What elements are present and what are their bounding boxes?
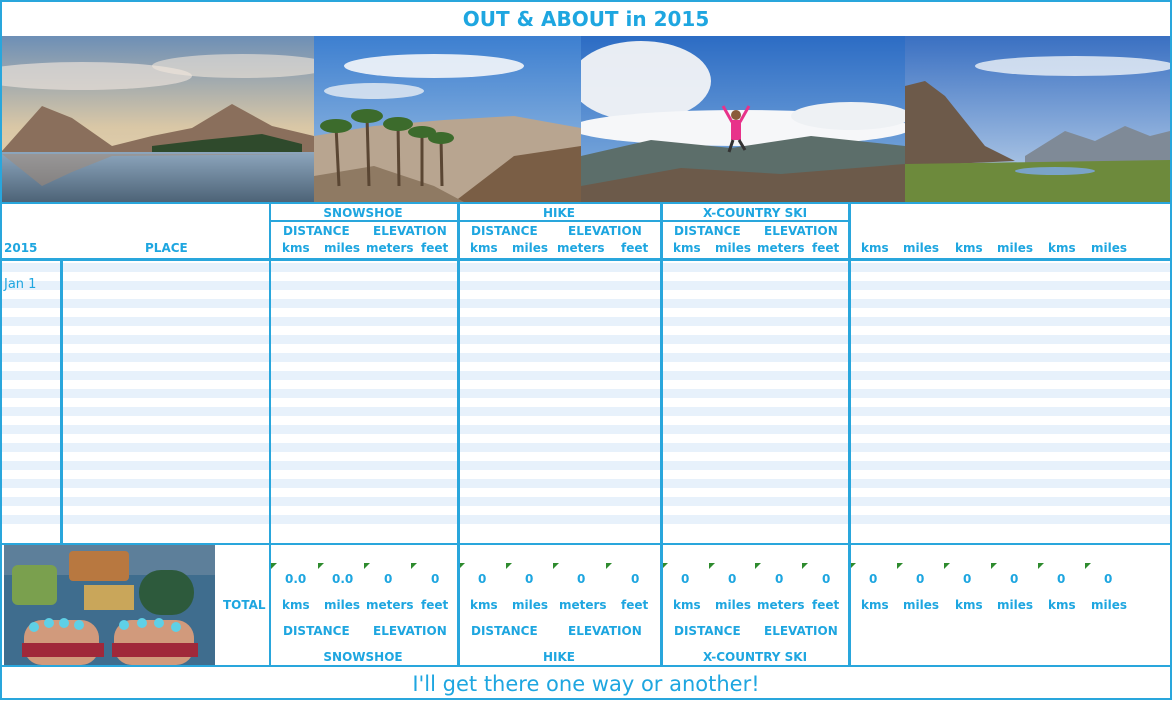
ski-total-feet-label: feet <box>812 598 840 612</box>
snowshoe-total-distance-label: DISTANCE <box>283 624 350 638</box>
row-stripe <box>2 281 1170 290</box>
group-underline <box>269 220 850 222</box>
ski-feet-header: feet <box>812 241 840 255</box>
comment-marker <box>802 563 808 569</box>
place-header: PLACE <box>145 241 188 255</box>
page-title: OUT & ABOUT in 2015 <box>2 2 1170 38</box>
sandals-feet-photo <box>4 545 215 665</box>
snowshoe-total-kms: 0.0 <box>285 572 307 586</box>
date-column-divider <box>60 258 63 543</box>
mountain-lake-photo <box>2 36 314 202</box>
hike-total-miles-label: miles <box>512 598 549 612</box>
extra-total-miles-label-2: miles <box>997 598 1034 612</box>
extra-miles-header-3: miles <box>1091 241 1128 255</box>
hike-kms-header: kms <box>470 241 498 255</box>
row-stripe <box>2 443 1170 452</box>
jumping-hiker-photo <box>581 36 905 202</box>
extra-total-5: 0 <box>1057 572 1066 586</box>
extra-total-1: 0 <box>869 572 878 586</box>
hike-total-group-label: HIKE <box>542 650 575 664</box>
ski-total-feet: 0 <box>822 572 831 586</box>
comment-marker <box>944 563 950 569</box>
year-header: 2015 <box>4 241 38 255</box>
column-header <box>2 204 1170 261</box>
ski-elevation-header: ELEVATION <box>764 224 838 238</box>
ski-total-meters-label: meters <box>757 598 805 612</box>
hike-total-miles: 0 <box>525 572 534 586</box>
ski-total-miles-label: miles <box>715 598 752 612</box>
snowshoe-distance-header: DISTANCE <box>283 224 350 238</box>
extra-miles-header-1: miles <box>903 241 940 255</box>
alpine-meadow-photo <box>905 36 1170 202</box>
comment-marker <box>991 563 997 569</box>
snowshoe-group-header: SNOWSHOE <box>323 206 403 220</box>
row-stripe <box>2 263 1170 272</box>
row-stripe <box>2 515 1170 524</box>
snowshoe-column-divider <box>269 204 271 665</box>
hike-total-elevation-label: ELEVATION <box>568 624 642 638</box>
date-cell-first: Jan 1 <box>4 277 37 292</box>
hike-total-kms-label: kms <box>470 598 498 612</box>
hike-total-kms: 0 <box>478 572 487 586</box>
snowshoe-meters-header: meters <box>366 241 414 255</box>
comment-marker <box>1038 563 1044 569</box>
hike-total-meters-label: meters <box>559 598 607 612</box>
ski-total-elevation-label: ELEVATION <box>764 624 838 638</box>
snowshoe-total-elevation-label: ELEVATION <box>373 624 447 638</box>
extra-total-6: 0 <box>1104 572 1113 586</box>
extra-total-kms-label-2: kms <box>955 598 983 612</box>
photo-strip <box>2 36 1170 204</box>
row-stripe <box>2 335 1170 344</box>
comment-marker <box>506 563 512 569</box>
ski-total-meters: 0 <box>775 572 784 586</box>
snowshoe-elevation-header: ELEVATION <box>373 224 447 238</box>
hike-total-distance-label: DISTANCE <box>471 624 538 638</box>
hike-total-feet: 0 <box>631 572 640 586</box>
extra-column-divider <box>848 204 851 665</box>
snowshoe-total-feet-label: feet <box>421 598 449 612</box>
hike-total-meters: 0 <box>577 572 586 586</box>
ski-column-divider <box>660 204 663 665</box>
snowshoe-total-group-label: SNOWSHOE <box>323 650 403 664</box>
comment-marker <box>553 563 559 569</box>
row-stripe <box>2 371 1170 380</box>
snowshoe-feet-header: feet <box>421 241 449 255</box>
snowshoe-kms-header: kms <box>282 241 310 255</box>
extra-total-miles-label-1: miles <box>903 598 940 612</box>
comment-marker <box>1085 563 1091 569</box>
comment-marker <box>897 563 903 569</box>
row-stripe <box>2 497 1170 506</box>
ski-total-distance-label: DISTANCE <box>674 624 741 638</box>
ski-miles-header: miles <box>715 241 752 255</box>
totals-section <box>2 543 1170 667</box>
row-stripe <box>2 353 1170 362</box>
snowshoe-miles-header: miles <box>324 241 361 255</box>
snowshoe-total-miles: 0.0 <box>332 572 354 586</box>
hike-elevation-header: ELEVATION <box>568 224 642 238</box>
row-stripe <box>2 389 1170 398</box>
hike-group-header: HIKE <box>542 206 575 220</box>
comment-marker <box>755 563 761 569</box>
ski-total-group-label: X-COUNTRY SKI <box>702 650 808 664</box>
hike-meters-header: meters <box>557 241 605 255</box>
extra-total-3: 0 <box>963 572 972 586</box>
snowshoe-total-meters-label: meters <box>366 598 414 612</box>
extra-total-miles-label-3: miles <box>1091 598 1128 612</box>
ski-kms-header: kms <box>673 241 701 255</box>
row-stripe <box>2 317 1170 326</box>
snowshoe-total-kms-label: kms <box>282 598 310 612</box>
entry-rows <box>2 260 1170 543</box>
hike-distance-header: DISTANCE <box>471 224 538 238</box>
ski-distance-header: DISTANCE <box>674 224 741 238</box>
comment-marker <box>318 563 324 569</box>
ski-total-kms-label: kms <box>673 598 701 612</box>
extra-miles-header-2: miles <box>997 241 1034 255</box>
extra-total-2: 0 <box>916 572 925 586</box>
footer-motto: I'll get there one way or another! <box>2 665 1170 702</box>
comment-marker <box>364 563 370 569</box>
row-stripe <box>2 299 1170 308</box>
extra-kms-header-3: kms <box>1048 241 1076 255</box>
snowshoe-total-feet: 0 <box>431 572 440 586</box>
comment-marker <box>709 563 715 569</box>
snowshoe-total-miles-label: miles <box>324 598 361 612</box>
snowshoe-total-meters: 0 <box>384 572 393 586</box>
extra-kms-header-1: kms <box>861 241 889 255</box>
ski-total-miles: 0 <box>728 572 737 586</box>
hike-feet-header: feet <box>621 241 649 255</box>
extra-kms-header-2: kms <box>955 241 983 255</box>
row-stripe <box>2 461 1170 470</box>
desert-palms-photo <box>314 36 581 202</box>
ski-meters-header: meters <box>757 241 805 255</box>
ski-group-header: X-COUNTRY SKI <box>702 206 808 220</box>
comment-marker <box>411 563 417 569</box>
hike-miles-header: miles <box>512 241 549 255</box>
ski-total-kms: 0 <box>681 572 690 586</box>
extra-total-kms-label-1: kms <box>861 598 889 612</box>
extra-total-4: 0 <box>1010 572 1019 586</box>
row-stripe <box>2 479 1170 488</box>
hike-column-divider <box>457 204 460 665</box>
extra-total-kms-label-3: kms <box>1048 598 1076 612</box>
comment-marker <box>606 563 612 569</box>
comment-marker <box>271 563 277 569</box>
total-label: TOTAL <box>223 598 266 612</box>
row-stripe <box>2 407 1170 416</box>
hike-total-feet-label: feet <box>621 598 649 612</box>
row-stripe <box>2 425 1170 434</box>
